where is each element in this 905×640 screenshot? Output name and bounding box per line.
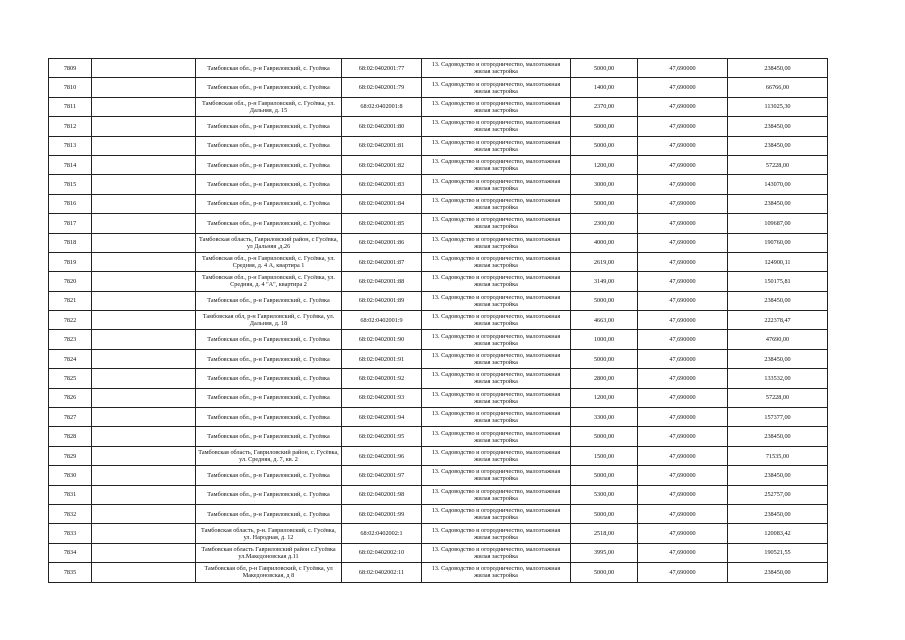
specific-value-cell: 47,690000 (638, 233, 728, 252)
table-row (49, 136, 828, 155)
land-use-cell: 13. Садоводство и огородничество, малоэтажная жилая застройка (422, 485, 571, 504)
empty-cell (92, 252, 196, 271)
specific-value-cell: 47,690000 (638, 311, 728, 330)
area-cell: 5000,00 (571, 427, 638, 446)
area-cell: 2370,00 (571, 97, 638, 116)
land-use-cell: 13. Садоводство и огородничество, малоэтажная жилая застройка (422, 369, 571, 388)
address-cell: Тамбовская обл., р-н Гавриловский, с. Гусёвка (196, 59, 342, 78)
specific-value-cell: 47,690000 (638, 117, 728, 136)
empty-cell (92, 504, 196, 523)
area-cell: 5300,00 (571, 485, 638, 504)
land-use-cell: 13. Садоводство и огородничество, малоэтажная жилая застройка (422, 175, 571, 194)
cadastral-number-cell: 68:02:0402001:94 (342, 408, 422, 427)
row-number-cell: 7831 (49, 485, 92, 504)
specific-value-cell: 47,690000 (638, 485, 728, 504)
area-cell: 5000,00 (571, 194, 638, 213)
area-cell: 2619,00 (571, 252, 638, 271)
row-number-cell: 7835 (49, 563, 92, 582)
address-cell: Тамбовская обл., р-н Гавриловский, с. Гусёвка (196, 466, 342, 485)
specific-value-cell: 47,690000 (638, 330, 728, 349)
table-row (49, 563, 828, 582)
cadastral-number-cell: 68:02:0402002:1 (342, 524, 422, 543)
address-cell: Тамбовская область Гавриловский район с.Гусёвка ул.Македоновская д.11 (196, 543, 342, 562)
empty-cell (92, 485, 196, 504)
row-number-cell: 7833 (49, 524, 92, 543)
land-use-cell: 13. Садоводство и огородничество, малоэтажная жилая застройка (422, 291, 571, 310)
cadastral-value-cell: 157377,00 (728, 408, 828, 427)
cadastral-number-cell: 68:02:0402001:82 (342, 155, 422, 174)
area-cell: 3995,00 (571, 543, 638, 562)
land-use-cell: 13. Садоводство и огородничество, малоэтажная жилая застройка (422, 330, 571, 349)
area-cell: 1000,00 (571, 330, 638, 349)
cadastral-number-cell: 68:02:0402001:91 (342, 349, 422, 368)
specific-value-cell: 47,690000 (638, 349, 728, 368)
land-use-cell: 13. Садоводство и огородничество, малоэтажная жилая застройка (422, 97, 571, 116)
address-cell: Тамбовская обл., р-н Гавриловский, с. Гусёвка (196, 330, 342, 349)
address-cell: Тамбовская обл., р-н Гавриловский, с. Гусёвка (196, 117, 342, 136)
land-use-cell: 13. Садоводство и огородничество, малоэтажная жилая застройка (422, 563, 571, 582)
row-number-cell: 7814 (49, 155, 92, 174)
table-row (49, 543, 828, 562)
cadastral-number-cell: 68:02:0402001:97 (342, 466, 422, 485)
cadastral-number-cell: 68:02:0402001:83 (342, 175, 422, 194)
area-cell: 4663,00 (571, 311, 638, 330)
table-row (49, 369, 828, 388)
specific-value-cell: 47,690000 (638, 504, 728, 523)
address-cell: Тамбовская обл., р-н Гавриловский, с. Гусёвка (196, 369, 342, 388)
empty-cell (92, 155, 196, 174)
specific-value-cell: 47,690000 (638, 543, 728, 562)
cadastral-number-cell: 68:02:0402001:84 (342, 194, 422, 213)
address-cell: Тамбовская обл., р-н Гавриловский, с. Гусёвка (196, 214, 342, 233)
cadastral-value-cell: 252757,00 (728, 485, 828, 504)
specific-value-cell: 47,690000 (638, 155, 728, 174)
table-row (49, 349, 828, 368)
cadastral-value-cell: 238450,00 (728, 466, 828, 485)
cadastral-number-cell: 68:02:0402001:99 (342, 504, 422, 523)
row-number-cell: 7815 (49, 175, 92, 194)
address-cell: Тамбовская обл, р-н Гавриловский, с. Гусёвка, ул. Дальняя, д. 18 (196, 311, 342, 330)
cadastral-value-cell: 66766,00 (728, 78, 828, 97)
specific-value-cell: 47,690000 (638, 59, 728, 78)
empty-cell (92, 524, 196, 543)
table-row (49, 408, 828, 427)
cadastral-number-cell: 68:02:0402001:8 (342, 97, 422, 116)
table-row (49, 311, 828, 330)
empty-cell (92, 233, 196, 252)
table-row (49, 388, 828, 407)
land-use-cell: 13. Садоводство и огородничество, малоэтажная жилая застройка (422, 155, 571, 174)
address-cell: Тамбовская обл., р-н Гавриловский, с. Гусёвка, ул. Средняя, д. 4 "А", квартира 2 (196, 272, 342, 291)
land-use-cell: 13. Садоводство и огородничество, малоэтажная жилая застройка (422, 388, 571, 407)
cadastral-number-cell: 68:02:0402001:92 (342, 369, 422, 388)
row-number-cell: 7828 (49, 427, 92, 446)
empty-cell (92, 117, 196, 136)
area-cell: 5000,00 (571, 563, 638, 582)
cadastral-value-cell: 124900,11 (728, 252, 828, 271)
cadastral-value-cell: 133532,00 (728, 369, 828, 388)
table-row (49, 291, 828, 310)
specific-value-cell: 47,690000 (638, 175, 728, 194)
table-row (49, 466, 828, 485)
area-cell: 2518,00 (571, 524, 638, 543)
cadastral-number-cell: 68:02:0402002:11 (342, 563, 422, 582)
empty-cell (92, 311, 196, 330)
cadastral-number-cell: 68:02:0402001:77 (342, 59, 422, 78)
row-number-cell: 7813 (49, 136, 92, 155)
specific-value-cell: 47,690000 (638, 563, 728, 582)
cadastral-number-cell: 68:02:0402001:89 (342, 291, 422, 310)
address-cell: Тамбовская область, р-н. Гавриловский, с. Гусёвка, ул. Народная, д. 12 (196, 524, 342, 543)
row-number-cell: 7817 (49, 214, 92, 233)
empty-cell (92, 291, 196, 310)
cadastral-number-cell: 68:02:0402001:86 (342, 233, 422, 252)
address-cell: Тамбовская обл., р-н Гавриловский, с. Гусёвка (196, 427, 342, 446)
address-cell: Тамбовская обл., р-н Гавриловский, с. Гусёвка (196, 136, 342, 155)
table-row (49, 330, 828, 349)
row-number-cell: 7824 (49, 349, 92, 368)
table-row (49, 155, 828, 174)
area-cell: 2300,00 (571, 214, 638, 233)
cadastral-number-cell: 68:02:0402002:10 (342, 543, 422, 562)
row-number-cell: 7825 (49, 369, 92, 388)
cadastral-value-table (48, 58, 828, 583)
land-use-cell: 13. Садоводство и огородничество, малоэтажная жилая застройка (422, 252, 571, 271)
row-number-cell: 7818 (49, 233, 92, 252)
land-use-cell: 13. Садоводство и огородничество, малоэтажная жилая застройка (422, 117, 571, 136)
area-cell: 5000,00 (571, 504, 638, 523)
table-row (49, 252, 828, 271)
row-number-cell: 7823 (49, 330, 92, 349)
specific-value-cell: 47,690000 (638, 194, 728, 213)
table-row (49, 233, 828, 252)
specific-value-cell: 47,690000 (638, 214, 728, 233)
specific-value-cell: 47,690000 (638, 369, 728, 388)
empty-cell (92, 97, 196, 116)
cadastral-value-cell: 222378,47 (728, 311, 828, 330)
address-cell: Тамбовская обл, р-н Гавриловский, с Гусёвка, ул Македоновская, д 8 (196, 563, 342, 582)
row-number-cell: 7811 (49, 97, 92, 116)
empty-cell (92, 59, 196, 78)
land-use-cell: 13. Садоводство и огородничество, малоэтажная жилая застройка (422, 427, 571, 446)
cadastral-value-cell: 238450,00 (728, 117, 828, 136)
address-cell: Тамбовская обл., р-н Гавриловский, с. Гусёвка (196, 485, 342, 504)
row-number-cell: 7834 (49, 543, 92, 562)
cadastral-value-cell: 143070,00 (728, 175, 828, 194)
cadastral-value-cell: 238450,00 (728, 504, 828, 523)
empty-cell (92, 214, 196, 233)
specific-value-cell: 47,690000 (638, 466, 728, 485)
table-row (49, 272, 828, 291)
land-use-cell: 13. Садоводство и огородничество, малоэтажная жилая застройка (422, 214, 571, 233)
row-number-cell: 7812 (49, 117, 92, 136)
empty-cell (92, 427, 196, 446)
address-cell: Тамбовская обл., р-н Гавриловский, с. Гусёвка (196, 504, 342, 523)
row-number-cell: 7829 (49, 446, 92, 465)
empty-cell (92, 175, 196, 194)
table-row (49, 485, 828, 504)
cadastral-number-cell: 68:02:0402001:81 (342, 136, 422, 155)
cadastral-number-cell: 68:02:0402001:80 (342, 117, 422, 136)
cadastral-number-cell: 68:02:0402001:85 (342, 214, 422, 233)
land-use-cell: 13. Садоводство и огородничество, малоэтажная жилая застройка (422, 78, 571, 97)
land-use-cell: 13. Садоводство и огородничество, малоэтажная жилая застройка (422, 524, 571, 543)
table-row (49, 175, 828, 194)
address-cell: Тамбовская обл., р-н Гавриловский, с. Гусёвка, ул. Средняя, д. 4 А, квартира 1 (196, 252, 342, 271)
empty-cell (92, 466, 196, 485)
area-cell: 5000,00 (571, 136, 638, 155)
empty-cell (92, 563, 196, 582)
specific-value-cell: 47,690000 (638, 136, 728, 155)
empty-cell (92, 446, 196, 465)
cadastral-number-cell: 68:02:0402001:90 (342, 330, 422, 349)
address-cell: Тамбовская обл., р-н Гавриловский, с. Гусёвка (196, 291, 342, 310)
land-use-cell: 13. Садоводство и огородничество, малоэтажная жилая застройка (422, 233, 571, 252)
table-row (49, 446, 828, 465)
row-number-cell: 7827 (49, 408, 92, 427)
land-use-cell: 13. Садоводство и огородничество, малоэтажная жилая застройка (422, 466, 571, 485)
land-use-cell: 13. Садоводство и огородничество, малоэтажная жилая застройка (422, 504, 571, 523)
area-cell: 1400,00 (571, 78, 638, 97)
cadastral-number-cell: 68:02:0402001:9 (342, 311, 422, 330)
row-number-cell: 7810 (49, 78, 92, 97)
area-cell: 5000,00 (571, 466, 638, 485)
cadastral-number-cell: 68:02:0402001:79 (342, 78, 422, 97)
land-use-cell: 13. Садоводство и огородничество, малоэтажная жилая застройка (422, 446, 571, 465)
address-cell: Тамбовская область, Гавриловский район, с Гусёвка, ул Дальняя ,д.26 (196, 233, 342, 252)
empty-cell (92, 408, 196, 427)
cadastral-value-cell: 238450,00 (728, 291, 828, 310)
cadastral-number-cell: 68:02:0402001:88 (342, 272, 422, 291)
cadastral-value-cell: 238450,00 (728, 59, 828, 78)
area-cell: 4000,00 (571, 233, 638, 252)
cadastral-value-cell: 190521,55 (728, 543, 828, 562)
cadastral-number-cell: 68:02:0402001:87 (342, 252, 422, 271)
address-cell: Тамбовская область, Гавриловский район, с. Гусёвка, ул. Средняя, д. 7, кв. 2 (196, 446, 342, 465)
specific-value-cell: 47,690000 (638, 272, 728, 291)
cadastral-number-cell: 68:02:0402001:98 (342, 485, 422, 504)
area-cell: 3300,00 (571, 408, 638, 427)
cadastral-value-cell: 238450,00 (728, 349, 828, 368)
row-number-cell: 7832 (49, 504, 92, 523)
address-cell: Тамбовская обл., р-н Гавриловский, с. Гусёвка (196, 408, 342, 427)
cadastral-value-cell: 57228,00 (728, 388, 828, 407)
cadastral-value-cell: 238450,00 (728, 427, 828, 446)
address-cell: Тамбовская обл., р-н Гавриловский, с. Гусёвка (196, 78, 342, 97)
empty-cell (92, 78, 196, 97)
empty-cell (92, 136, 196, 155)
address-cell: Тамбовская обл., р-н Гавриловский, с. Гусёвка (196, 388, 342, 407)
area-cell: 2800,00 (571, 369, 638, 388)
cadastral-value-cell: 190760,00 (728, 233, 828, 252)
land-use-cell: 13. Садоводство и огородничество, малоэтажная жилая застройка (422, 349, 571, 368)
specific-value-cell: 47,690000 (638, 427, 728, 446)
address-cell: Тамбовская обл., р-н Гавриловский, с. Гусёвка (196, 155, 342, 174)
row-number-cell: 7821 (49, 291, 92, 310)
area-cell: 5000,00 (571, 59, 638, 78)
table-row (49, 214, 828, 233)
area-cell: 1500,00 (571, 446, 638, 465)
area-cell: 3000,00 (571, 175, 638, 194)
address-cell: Тамбовская обл., р-н Гавриловский, с. Гусёвка (196, 175, 342, 194)
address-cell: Тамбовская обл., р-н Гавриловский, с. Гусёвка, ул. Дальняя, д. 15 (196, 97, 342, 116)
table-row (49, 524, 828, 543)
specific-value-cell: 47,690000 (638, 252, 728, 271)
cadastral-number-cell: 68:02:0402001:93 (342, 388, 422, 407)
cadastral-value-cell: 238450,00 (728, 136, 828, 155)
empty-cell (92, 349, 196, 368)
land-use-cell: 13. Садоводство и огородничество, малоэтажная жилая застройка (422, 59, 571, 78)
cadastral-value-cell: 109687,00 (728, 214, 828, 233)
area-cell: 5000,00 (571, 291, 638, 310)
cadastral-value-cell: 238450,00 (728, 194, 828, 213)
empty-cell (92, 272, 196, 291)
table-row (49, 427, 828, 446)
cadastral-number-cell: 68:02:0402001:95 (342, 427, 422, 446)
address-cell: Тамбовская обл., р-н Гавриловский, с. Гусёвка (196, 349, 342, 368)
area-cell: 5000,00 (571, 117, 638, 136)
area-cell: 5000,00 (571, 349, 638, 368)
row-number-cell: 7809 (49, 59, 92, 78)
land-use-cell: 13. Садоводство и огородничество, малоэтажная жилая застройка (422, 311, 571, 330)
cadastral-value-cell: 71535,00 (728, 446, 828, 465)
specific-value-cell: 47,690000 (638, 408, 728, 427)
table-row (49, 117, 828, 136)
specific-value-cell: 47,690000 (638, 388, 728, 407)
table-row (49, 194, 828, 213)
row-number-cell: 7830 (49, 466, 92, 485)
land-use-cell: 13. Садоводство и огородничество, малоэтажная жилая застройка (422, 408, 571, 427)
land-use-cell: 13. Садоводство и огородничество, малоэтажная жилая застройка (422, 136, 571, 155)
row-number-cell: 7819 (49, 252, 92, 271)
specific-value-cell: 47,690000 (638, 97, 728, 116)
cadastral-value-cell: 113025,30 (728, 97, 828, 116)
table-row (49, 504, 828, 523)
cadastral-value-cell: 150175,81 (728, 272, 828, 291)
area-cell: 3149,00 (571, 272, 638, 291)
cadastral-value-cell: 238450,00 (728, 563, 828, 582)
table-row (49, 97, 828, 116)
row-number-cell: 7820 (49, 272, 92, 291)
row-number-cell: 7816 (49, 194, 92, 213)
specific-value-cell: 47,690000 (638, 291, 728, 310)
empty-cell (92, 388, 196, 407)
land-use-cell: 13. Садоводство и огородничество, малоэтажная жилая застройка (422, 543, 571, 562)
row-number-cell: 7822 (49, 311, 92, 330)
table-row (49, 59, 828, 78)
specific-value-cell: 47,690000 (638, 78, 728, 97)
empty-cell (92, 369, 196, 388)
empty-cell (92, 543, 196, 562)
cadastral-value-cell: 47690,00 (728, 330, 828, 349)
empty-cell (92, 194, 196, 213)
row-number-cell: 7826 (49, 388, 92, 407)
cadastral-value-cell: 120083,42 (728, 524, 828, 543)
area-cell: 1200,00 (571, 155, 638, 174)
empty-cell (92, 330, 196, 349)
specific-value-cell: 47,690000 (638, 524, 728, 543)
land-use-cell: 13. Садоводство и огородничество, малоэтажная жилая застройка (422, 194, 571, 213)
cadastral-value-cell: 57228,00 (728, 155, 828, 174)
land-use-cell: 13. Садоводство и огородничество, малоэтажная жилая застройка (422, 272, 571, 291)
specific-value-cell: 47,690000 (638, 446, 728, 465)
table-body (49, 59, 828, 583)
cadastral-number-cell: 68:02:0402001:96 (342, 446, 422, 465)
table-row (49, 78, 828, 97)
area-cell: 1200,00 (571, 388, 638, 407)
address-cell: Тамбовская обл., р-н Гавриловский, с. Гусёвка (196, 194, 342, 213)
